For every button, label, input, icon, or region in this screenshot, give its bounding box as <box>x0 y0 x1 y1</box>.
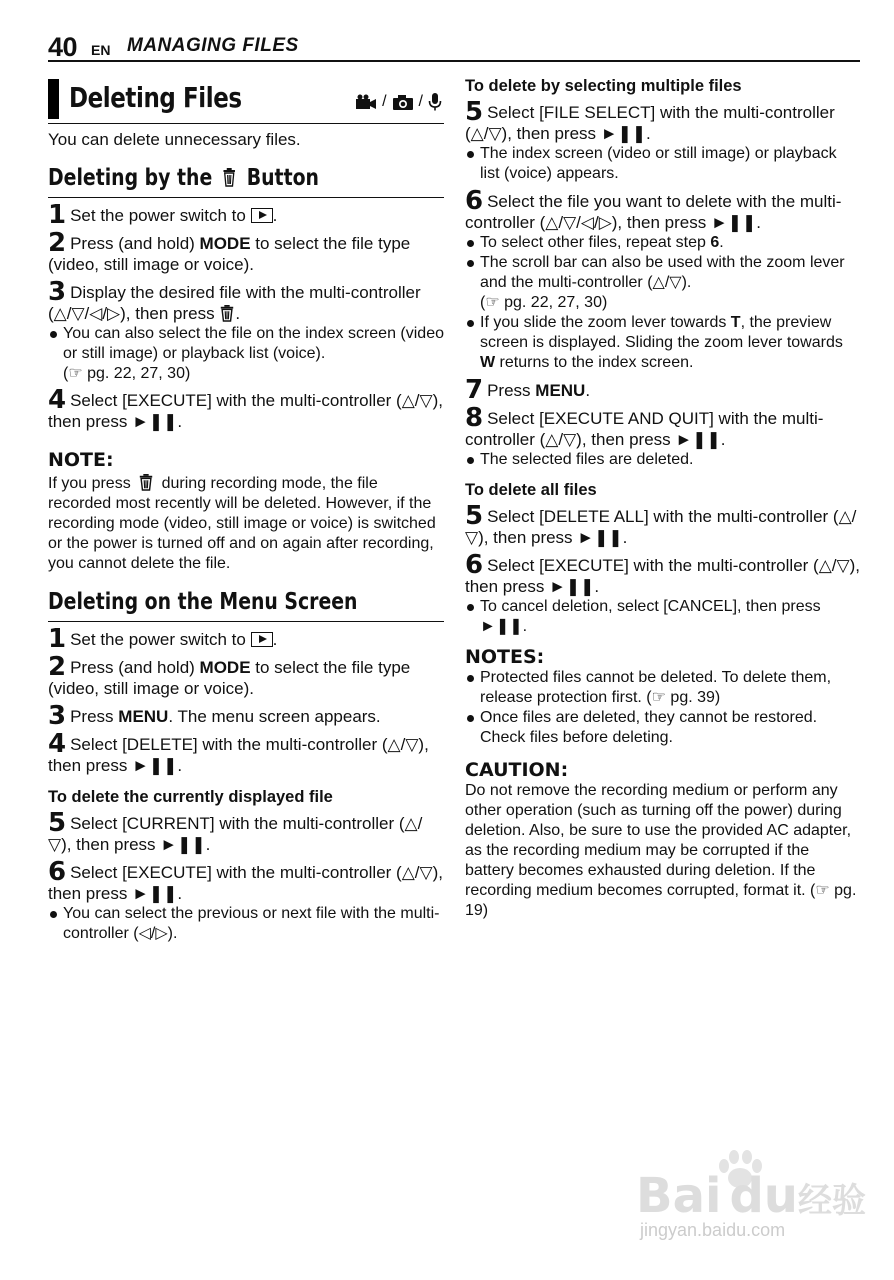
intro-text: You can delete unnecessary files. <box>48 130 301 149</box>
watermark-url: jingyan.baidu.com <box>640 1220 786 1240</box>
bullet-end: . <box>719 234 724 251</box>
bullet-text: The scroll bar can also be used with the zoom lever and the multi-controller (△/▽). <box>480 254 845 291</box>
mode-separator: / <box>418 93 423 110</box>
subheading-multiple: To delete by selecting multiple files <box>465 77 742 95</box>
bullet: Protected files cannot be deleted. To delete them, release protection first. (☞ pg. 39) <box>465 668 860 708</box>
menu-button-label: MENU <box>535 381 586 400</box>
menu-button-label: MENU <box>118 707 169 726</box>
trash-icon <box>138 473 154 491</box>
bullet-text-mid: , the preview screen is displayed. Sliding the zoom lever towards <box>480 314 843 351</box>
step-number: 4 <box>48 385 67 415</box>
bullet-end: returns to the index screen. <box>495 354 694 371</box>
step-text: Select [CURRENT] with the multi-controller (△/▽), then press ►❚❚. <box>48 814 423 854</box>
step-text: Press (and hold) <box>70 234 200 253</box>
step-number: 3 <box>48 277 67 307</box>
step-number: 1 <box>48 624 67 654</box>
step-2 <box>48 652 444 699</box>
step-text: Press <box>487 381 536 400</box>
step-text: Set the power switch to <box>70 206 246 225</box>
bullet-text: To select other files, repeat step <box>480 234 711 251</box>
bullet: The selected files are deleted. <box>465 450 860 470</box>
step-text-end: to select the file type (video, still image or voice). <box>48 658 411 698</box>
step-text: Select [DELETE ALL] with the multi-controller (△/▽), then press ►❚❚. <box>465 507 857 547</box>
bullet: Once files are deleted, they cannot be restored. Check files before deleting. <box>465 708 860 748</box>
bullet: The index screen (video or still image) or playback list (voice) appears. <box>465 144 860 184</box>
page-reference: (☞ pg. 22, 27, 30) <box>480 294 608 311</box>
bullet: You can select the previous or next file with the multi-controller (◁/▷). <box>48 904 444 944</box>
caution-text: Do not remove the recording medium or perform any other operation (such as turning off the power) during deletion. Also, be sure to use the provided AC adapter, as the recording medium may be corrupted if the battery becomes exhausted during deletion. If the recording medium becomes corrupted, format it. (☞ pg. 19) <box>465 782 857 919</box>
page-reference: (☞ pg. 22, 27, 30) <box>63 365 191 382</box>
zoom-t-label: T <box>730 314 741 331</box>
bullet: To cancel deletion, select [CANCEL], then press ►❚❚. <box>465 597 860 637</box>
watermark-text: du <box>729 1168 798 1224</box>
watermark-text: 经验 <box>797 1181 866 1221</box>
step-end: . <box>585 381 591 400</box>
step-text: Press <box>70 707 119 726</box>
playback-icon <box>251 632 273 647</box>
section-heading: Deleting on the Menu Screen <box>48 589 358 615</box>
section-heading <box>48 165 319 191</box>
page-title: Deleting Files <box>69 81 242 114</box>
step-end: . <box>235 304 241 323</box>
trash-icon <box>222 167 237 187</box>
step-8 <box>465 403 860 450</box>
step-number: 4 <box>48 729 67 759</box>
step-number: 5 <box>465 97 484 127</box>
bullet-text: You can also select the file on the index screen (video or still image) or playback list (voice). <box>63 325 444 362</box>
still-camera-icon <box>392 94 414 110</box>
heading-text: Deleting by the <box>48 165 213 191</box>
language-code: EN <box>91 42 111 58</box>
watermark-logo <box>636 1168 866 1224</box>
section-heading-trash <box>48 165 444 198</box>
step-text: Select [EXECUTE] with the multi-controller (△/▽), then press ►❚❚. <box>465 556 860 596</box>
step-6 <box>48 857 444 904</box>
step-number: 2 <box>48 228 67 258</box>
step-text: Set the power switch to <box>70 630 246 649</box>
step-number: 6 <box>465 186 484 216</box>
step-4 <box>48 729 444 776</box>
section2-steps <box>48 624 444 944</box>
step-7 <box>465 375 860 405</box>
section-title: MANAGING FILES <box>127 35 299 56</box>
right-column <box>465 76 860 921</box>
step-6 <box>465 550 860 597</box>
note-text-end: during recording mode, the file recorded most recently will be deleted. However, if the recording mode (video, still image or voice) is switched or the power is turned off and on again after recording, you cannot delete the file. <box>48 475 436 572</box>
step-5 <box>465 501 860 548</box>
title-bar <box>48 79 59 119</box>
step-number: 6 <box>48 857 67 887</box>
step-text: Select [EXECUTE AND QUIT] with the multi-controller (△/▽), then press ►❚❚. <box>465 409 824 449</box>
step-text: Display the desired file with the multi-controller (△/▽/◁/▷), then press <box>48 283 421 323</box>
step-1 <box>48 624 444 654</box>
step-end: . <box>272 630 278 649</box>
mode-separator: / <box>382 93 387 110</box>
video-camera-icon <box>355 94 377 110</box>
microphone-icon <box>428 93 442 111</box>
bullet <box>48 324 444 384</box>
step-6 <box>465 186 860 233</box>
step-text: Select [DELETE] with the multi-controller (△/▽), then press ►❚❚. <box>48 735 429 775</box>
heading-text-end: Button <box>246 165 319 191</box>
note-text-start: If you press <box>48 475 131 492</box>
mode-icons <box>355 93 442 111</box>
note-block <box>48 450 444 574</box>
step-text: Select [FILE SELECT] with the multi-controller (△/▽), then press ►❚❚. <box>465 103 835 143</box>
caution-label: CAUTION: <box>465 759 569 781</box>
bullet-text: If you slide the zoom lever towards <box>480 314 731 331</box>
zoom-w-label: W <box>480 354 496 371</box>
trash-icon <box>219 304 235 322</box>
step-number: 5 <box>48 808 67 838</box>
page-number: 40 <box>48 32 78 62</box>
step-number: 5 <box>465 501 484 531</box>
step-1 <box>48 200 444 230</box>
step-5 <box>48 808 444 855</box>
step-end: . <box>272 206 278 225</box>
section1-steps <box>48 200 444 432</box>
step-text: Select [EXECUTE] with the multi-controller (△/▽), then press ►❚❚. <box>48 391 443 431</box>
step-3 <box>48 277 444 324</box>
step-2 <box>48 228 444 275</box>
bullet <box>465 313 860 373</box>
mode-button-label: MODE <box>199 234 251 253</box>
step-text-end: . The menu screen appears. <box>168 707 381 726</box>
step-text-end: to select the file type (video, still image or voice). <box>48 234 411 274</box>
step-text: Select [EXECUTE] with the multi-controller (△/▽), then press ►❚❚. <box>48 863 443 903</box>
step-5 <box>465 97 860 144</box>
step-4 <box>48 385 444 432</box>
step-number: 7 <box>465 375 484 405</box>
section-heading-menu <box>48 589 444 622</box>
watermark-text: Bai <box>636 1168 722 1224</box>
playback-icon <box>251 208 273 223</box>
step-3 <box>48 701 444 731</box>
subheading-all: To delete all files <box>465 481 597 499</box>
bullet <box>465 233 860 253</box>
notes-label: NOTES: <box>465 646 545 668</box>
step-number: 6 <box>465 550 484 580</box>
step-number: 8 <box>465 403 484 433</box>
step-text: Press (and hold) <box>70 658 200 677</box>
step-number: 2 <box>48 652 67 682</box>
note-label: NOTE: <box>48 449 114 471</box>
step-ref: 6 <box>710 234 720 251</box>
page-header <box>48 30 860 62</box>
note-text <box>48 473 444 574</box>
mode-button-label: MODE <box>199 658 251 677</box>
bullet <box>465 253 860 313</box>
step-number: 1 <box>48 200 67 230</box>
step-number: 3 <box>48 701 67 731</box>
title-block <box>48 79 444 124</box>
step-text: Select the file you want to delete with the multi-controller (△/▽/◁/▷), then press ►❚❚. <box>465 192 842 232</box>
subheading-current: To delete the currently displayed file <box>48 788 333 806</box>
